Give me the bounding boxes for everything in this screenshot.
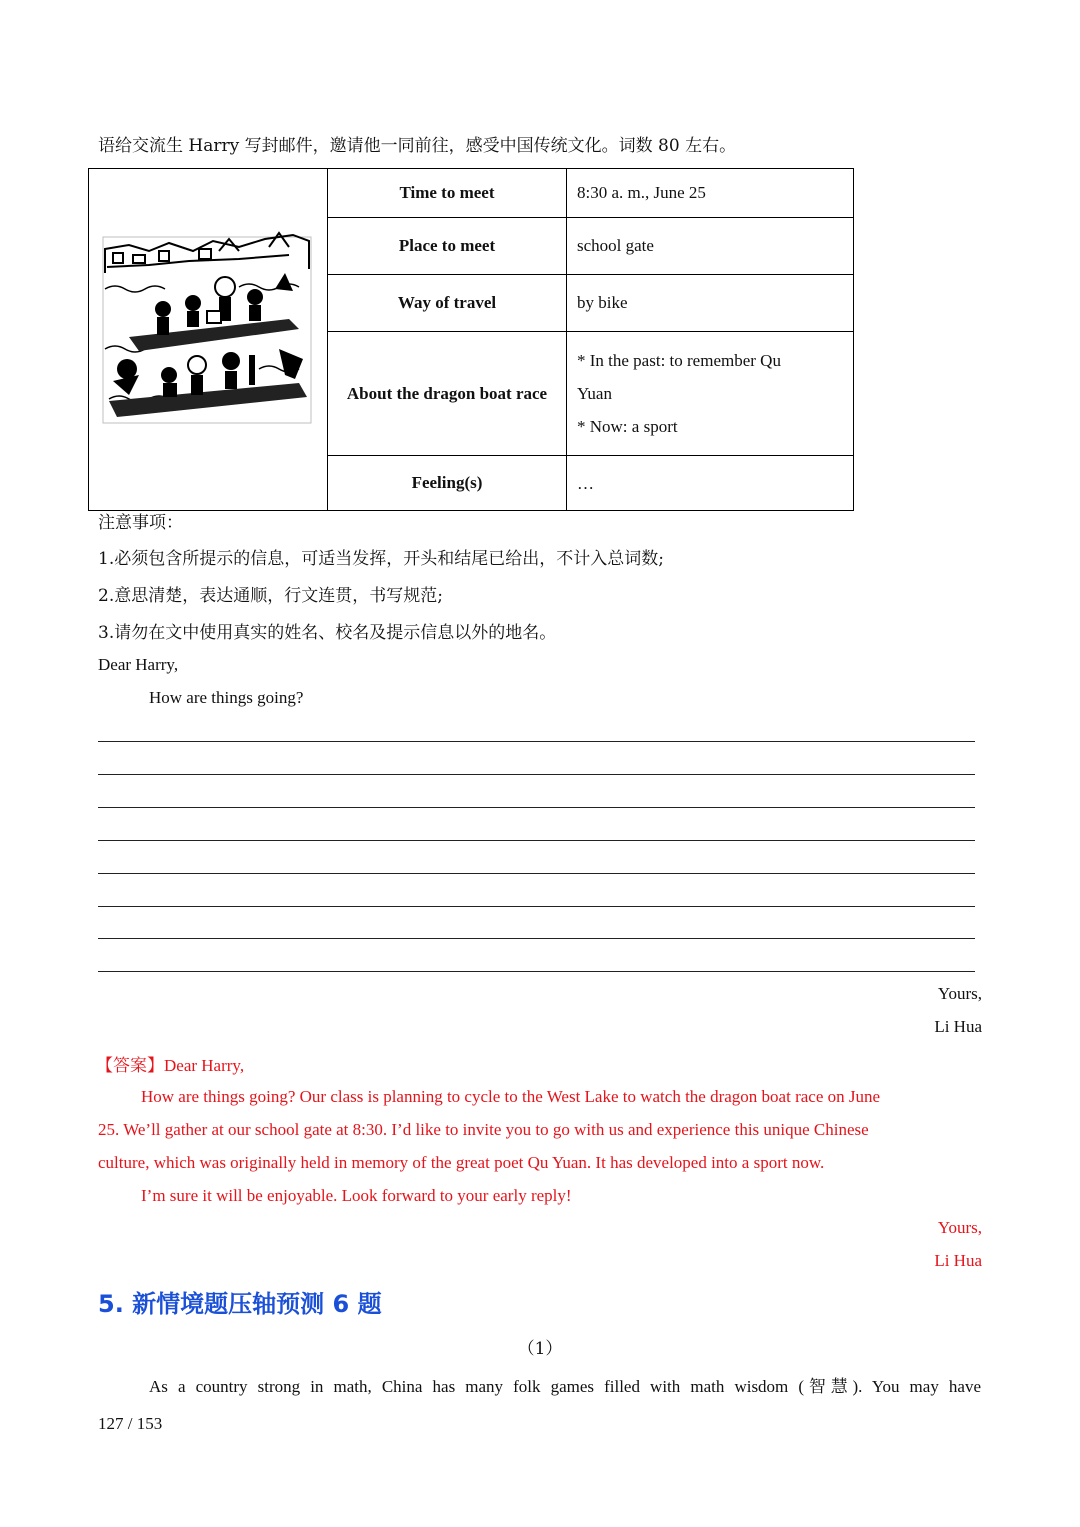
table-label: Feeling(s): [328, 456, 567, 511]
writing-line: [98, 774, 975, 775]
writing-line: [98, 807, 975, 808]
letter-closing: Yours,: [937, 984, 982, 1003]
page-number: 127 / 153: [98, 1414, 163, 1433]
table-label: Place to meet: [328, 217, 567, 274]
notes-heading: 注意事项：: [98, 513, 183, 533]
section-title: 5. 新情境题压轴预测 6 题: [98, 1290, 382, 1318]
letter-greeting: Dear Harry,: [98, 655, 179, 674]
note-item: 1.必须包含所提示的信息，可适当发挥，开头和结尾已给出，不计入总词数;: [98, 549, 664, 569]
table-value: …: [567, 456, 854, 511]
answer-header: [96, 1051, 244, 1076]
intro-instruction: 语给交流生 Harry 写封邮件，邀请他一同前往，感受中国传统文化。词数 80 左右。: [98, 136, 737, 156]
table-value: school gate: [567, 217, 854, 274]
table-label: [328, 331, 567, 455]
answer-greeting: Dear Harry,: [164, 1056, 245, 1075]
writing-line: [98, 971, 975, 972]
answer-line: How are things going? Our class is planning to cycle to the West Lake to watch the dragon boat race on June: [141, 1087, 881, 1106]
table-value: by bike: [567, 274, 854, 331]
answer-line: I’m sure it will be enjoyable. Look forward to your early reply!: [141, 1186, 572, 1205]
answer-line: 25. We’ll gather at our school gate at 8:30. I’d like to invite you to go with us and experience this unique Chinese: [98, 1120, 869, 1139]
writing-line: [98, 741, 975, 742]
info-table: [88, 168, 854, 511]
passage-line: As a country strong in math, China has many folk games filled with math wisdom (智慧). You may have: [149, 1377, 981, 1396]
dragon-boat-picture-icon: [89, 169, 327, 505]
table-label: Way of travel: [328, 274, 567, 331]
table-value: 8:30 a. m., June 25: [567, 169, 854, 218]
note-item: 2.意思清楚，表达通顺，行文连贯，书写规范;: [98, 586, 443, 606]
writing-line: [98, 906, 975, 907]
value-line: * Now: a sport: [577, 416, 678, 436]
value-line: * In the past: to remember Qu: [577, 350, 781, 370]
table-label: Time to meet: [328, 169, 567, 218]
answer-line: culture, which was originally held in memory of the great poet Qu Yuan. It has developed into a sport now.: [98, 1153, 825, 1172]
answer-signature: Li Hua: [934, 1251, 982, 1270]
table-value: [567, 331, 854, 455]
dragon-boat-illustration: [89, 169, 328, 511]
note-item: 3.请勿在文中使用真实的姓名、校名及提示信息以外的地名。: [98, 623, 557, 643]
writing-line: [98, 873, 975, 874]
writing-line: [98, 938, 975, 939]
writing-line: [98, 840, 975, 841]
sub-number: （1）: [517, 1339, 563, 1359]
answer-closing: Yours,: [937, 1218, 982, 1237]
answer-tag: 【答案】: [96, 1056, 164, 1076]
value-line: Yuan: [577, 383, 612, 403]
letter-opening: How are things going?: [149, 688, 304, 707]
table-label-text: About the dragon boat race: [346, 383, 548, 403]
letter-signature: Li Hua: [934, 1017, 982, 1036]
